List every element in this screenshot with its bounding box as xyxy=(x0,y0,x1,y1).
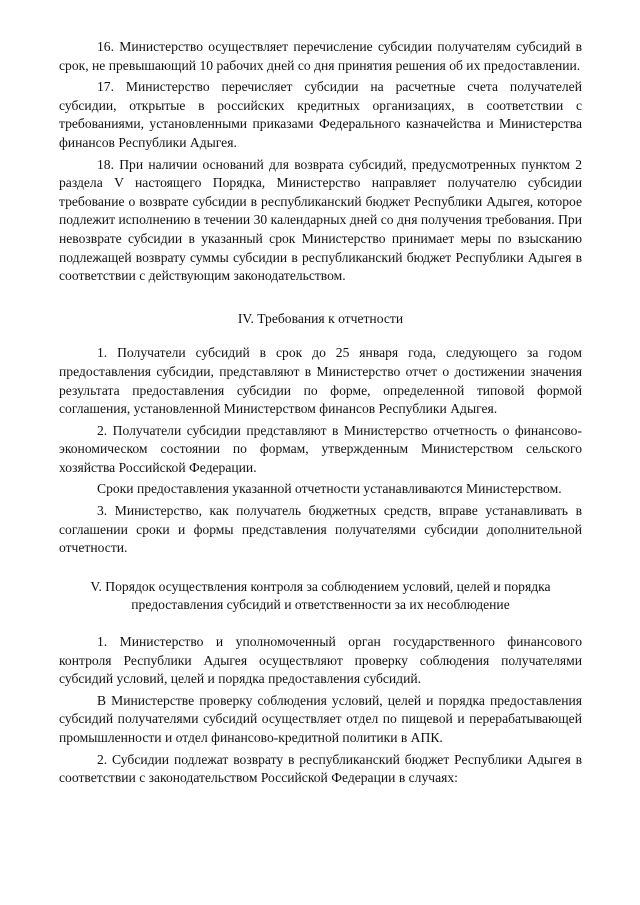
section-4-paragraph-3: 3. Министерство, как получатель бюджетных средств, вправе устанавливать в соглашении сроки и формы представления получателями субсидии дополнительной отчетности. xyxy=(59,503,582,556)
section-5-heading-line-2: предоставления субсидий и ответственности за их несоблюдение xyxy=(131,597,510,613)
section-4-heading: IV. Требования к отчетности xyxy=(237,310,404,326)
section-5-paragraph-1: 1. Министерство и уполномоченный орган государственного финансового контроля Республики Адыгея осуществляют проверку соблюдения получателями субсидий условий, целей и порядка предоставления субсидий. xyxy=(59,634,582,687)
section-5-paragraph-2: 2. Субсидии подлежат возврату в республиканский бюджет Республики Адыгея в соответствии с законодательством Российской Федерации в случаях: xyxy=(59,751,582,786)
section-4-paragraph-terms: Сроки предоставления указанной отчетности устанавливаются Министерством. xyxy=(97,481,562,497)
section-4-paragraph-1: 1. Получатели субсидий в срок до 25 января года, следующего за годом предоставления субсидии, представляют в Министерство отчет о достижении значения результата предоставления субсидии по форме, определенной типовой формой соглашения, установленной Министерством финансов Республики Адыгея. xyxy=(59,345,582,417)
paragraph-17: 17. Министерство перечисляет субсидии на расчетные счета получателей субсидии, открытые в российских кредитных организациях, в соответствии с требованиями, установленными приказами Федерального казначейства и Министерства финансов Республики Адыгея. xyxy=(59,79,582,150)
paragraph-16: 16. Министерство осуществляет перечисление субсидии получателям субсидий в срок, не превышающий 10 рабочих дней со дня принятия решения об их предоставлении. xyxy=(59,39,582,73)
paragraph-18: 18. При наличии оснований для возврата субсидий, предусмотренных пунктом 2 раздела V настоящего Порядка, Министерство направляет получателю субсидии требование о возврате субсидии в республиканский бюджет Республики Адыгея, которое подлежит исполнению в течении 30 календарных дней со дня получения требования. При невозврате субсидии в указанный срок Министерство принимает меры по взысканию подлежащей возврату суммы субсидии в республиканский бюджет Республики Адыгея в соответствии с действующим законодательством. xyxy=(59,156,582,284)
document-page xyxy=(59,38,582,791)
section-5-heading xyxy=(59,578,582,615)
section-4-paragraph-2: 2. Получатели субсидии представляют в Министерство отчетность о финансово-экономическом состоянии по формам, утвержденным Министерством сельского хозяйства Российской Федерации. xyxy=(59,422,582,475)
section-5-paragraph-control: В Министерстве проверку соблюдения условий, целей и порядка предоставления субсидий получателями субсидий осуществляет отдел по пищевой и перерабатывающей промышленности и отдел финансово-кредитной политики в АПК. xyxy=(59,692,582,745)
section-5-heading-line-1: V. Порядок осуществления контроля за соблюдением условий, целей и порядка xyxy=(90,578,551,594)
